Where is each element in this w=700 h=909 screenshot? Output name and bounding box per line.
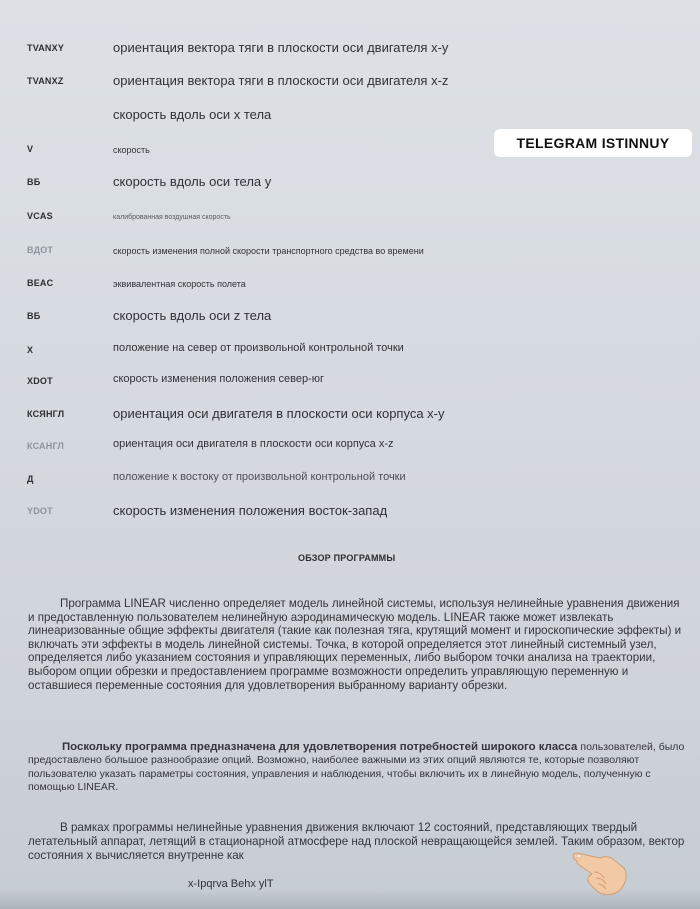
symbol-description: ориентация вектора тяги в плоскости оси двигателя x-y xyxy=(113,40,449,55)
symbol-name: X xyxy=(27,345,34,355)
symbol-description: ориентация вектора тяги в плоскости оси двигателя x-z xyxy=(113,73,449,88)
telegram-watermark-badge: TELEGRAM ISTINNUY xyxy=(494,129,692,157)
symbol-row xyxy=(0,406,700,439)
symbol-row xyxy=(0,308,700,341)
symbol-description: скорость вдоль оси тела у xyxy=(113,174,272,189)
symbol-description: скорость вдоль оси x тела xyxy=(113,107,272,122)
symbol-row xyxy=(0,342,700,375)
symbol-name: TVANXZ xyxy=(27,76,64,86)
symbol-description: скорость изменения положения север-юг xyxy=(113,373,324,385)
paragraph-text: Программа LINEAR численно определяет модель линейной системы, используя нелинейные уравнения движения и предоставленную пользователем нелинейную аэродинамическую модель. LINEAR также может извлекать линеаризованные общие эффекты двигателя (такие как полезная тяга, крутящий момент и гироскопические эффекты) и включать эти эффекты в модель линейной системы. Точка, в которой определяется этот линейный системный узел, определяется либо указанием состояния и управляющих переменных, либо выбором точки анализа на траектории, выбором опции обрезки и предоставлением программе возможности определить управляющую переменную и оставшиеся переменные состояния для удовлетворения выбранному варианту обрезки. xyxy=(28,597,682,692)
symbol-name: V xyxy=(27,144,34,154)
symbol-name: XDOT xyxy=(27,376,53,386)
symbol-description: скорость изменения положения восток-запад xyxy=(113,503,388,518)
symbol-name: КСЯНГЛ xyxy=(27,409,65,419)
symbol-description: ориентация оси двигателя в плоскости оси корпуса x-y xyxy=(113,406,445,421)
symbol-name: Д xyxy=(27,474,34,484)
symbol-description: скорость изменения полной скорости транспортного средства во времени xyxy=(113,246,424,256)
symbol-row xyxy=(0,174,700,207)
symbol-name: YDOT xyxy=(27,506,53,516)
pointing-hand-icon xyxy=(570,838,630,898)
symbol-row xyxy=(0,211,700,241)
page-edge-shadow xyxy=(0,890,700,909)
state-vector-formula: x-Ipqrva Behx ylT xyxy=(188,878,274,890)
paragraph-lead: Поскольку программа предназначена для удовлетворения потребностей широкого класса xyxy=(62,741,578,753)
symbol-name: ВДОТ xyxy=(27,245,54,255)
symbol-row xyxy=(0,73,700,106)
symbol-row xyxy=(0,373,700,406)
symbol-description: ориентация оси двигателя в плоскости оси корпуса x-z xyxy=(113,438,394,450)
paragraph-text: пользователей, было предоставлено большое разнообразие опций. Возможно, наиболее важными из этих опций являются те, которые позволяют пользователю указать параметры состояния, управления и наблюдения, чтобы включить их в линейную модель, полученную с помощью LINEAR. xyxy=(28,741,685,794)
symbol-name: BEAC xyxy=(27,278,54,288)
symbol-name: ВБ xyxy=(27,311,41,321)
symbol-name: ВБ xyxy=(27,177,41,187)
paragraph-text: В рамках программы нелинейные уравнения движения включают 12 состояний, представляющих твердый летательный аппарат, летящий в стационарной атмосфере над плоской невращающейся землей. Таким образом, вектор состояния x вычисляется внутренне как xyxy=(28,821,685,862)
symbol-description: положение на север от произвольной контрольной точки xyxy=(113,342,404,354)
symbol-name: КСАНГЛ xyxy=(27,441,65,451)
symbol-row xyxy=(0,278,700,308)
section-heading: ОБЗОР ПРОГРАММЫ xyxy=(298,553,396,563)
paragraph-options xyxy=(28,741,688,795)
symbol-row xyxy=(0,503,700,536)
symbol-row xyxy=(0,438,700,471)
symbol-description: скорость вдоль оси z тела xyxy=(113,308,272,323)
symbol-description: калиброванная воздушная скорость xyxy=(113,214,231,221)
paragraph-program-overview xyxy=(28,597,688,692)
symbol-name: VCAS xyxy=(27,211,53,221)
symbol-row xyxy=(0,40,700,73)
symbol-row xyxy=(0,245,700,275)
symbol-description: эквивалентная скорость полета xyxy=(113,279,246,289)
symbol-description: положение к востоку от произвольной контрольной точки xyxy=(113,471,406,483)
symbol-row xyxy=(0,471,700,504)
symbol-name: TVANXY xyxy=(27,43,65,53)
symbol-description: скорость xyxy=(113,145,150,155)
